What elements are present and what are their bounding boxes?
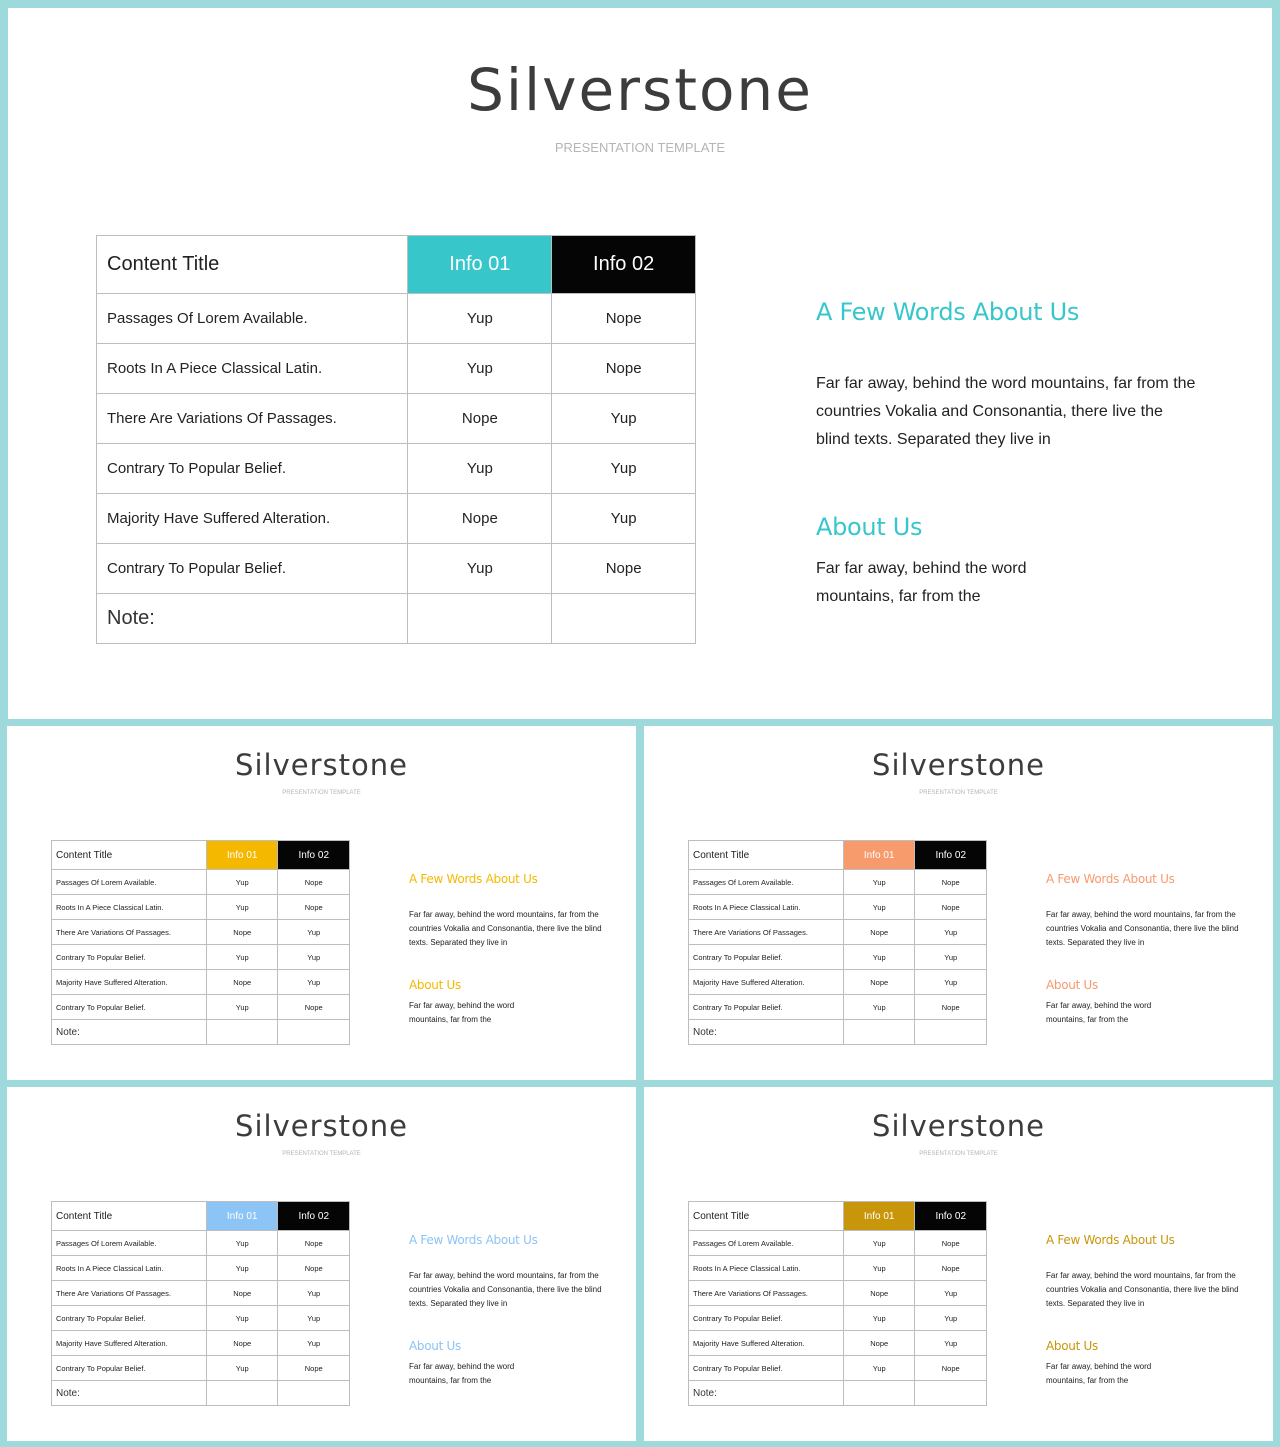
row-info-02: Yup xyxy=(915,970,987,995)
row-label: Contrary To Popular Belief. xyxy=(689,995,844,1020)
slide-subtitle: PRESENTATION TEMPLATE xyxy=(282,1151,361,1157)
heading-about-us: About Us xyxy=(1046,978,1098,992)
paragraph-few-words: Far far away, behind the word mountains, far from the countries Vokalia and Consonantia, there live the blind texts. Separated they live in xyxy=(1046,1271,1239,1308)
table-row xyxy=(52,1331,350,1356)
heading-few-words: A Few Words About Us xyxy=(409,1233,538,1247)
row-label: Contrary To Popular Belief. xyxy=(689,1356,844,1381)
header-content-title: Content Title xyxy=(52,1202,207,1231)
note-cell-empty xyxy=(552,594,696,644)
paragraph-about-us: Far far away, behind the word mountains, far from the xyxy=(1046,1362,1152,1385)
row-label: There Are Variations Of Passages. xyxy=(689,920,844,945)
row-info-02: Yup xyxy=(915,1281,987,1306)
row-info-02: Yup xyxy=(915,945,987,970)
table-row xyxy=(689,1231,987,1256)
row-label: Contrary To Popular Belief. xyxy=(97,444,408,494)
slide-thumbnail-blue[interactable] xyxy=(7,1087,636,1441)
row-label: Contrary To Popular Belief. xyxy=(52,945,207,970)
row-info-02: Yup xyxy=(915,920,987,945)
table-header-row xyxy=(97,236,696,294)
table-row xyxy=(689,1356,987,1381)
row-info-01: Nope xyxy=(843,1281,915,1306)
row-info-01: Nope xyxy=(843,920,915,945)
row-info-02: Yup xyxy=(278,970,350,995)
heading-few-words: A Few Words About Us xyxy=(816,298,1080,326)
table-row xyxy=(52,970,350,995)
heading-about-us: About Us xyxy=(409,1339,461,1353)
comparison-table xyxy=(688,1201,987,1406)
row-label: Contrary To Popular Belief. xyxy=(689,945,844,970)
row-label: Contrary To Popular Belief. xyxy=(52,1356,207,1381)
row-label: Contrary To Popular Belief. xyxy=(52,995,207,1020)
header-info-01: Info 01 xyxy=(408,236,552,294)
row-label: Majority Have Suffered Alteration. xyxy=(689,1331,844,1356)
row-info-02: Nope xyxy=(552,544,696,594)
slide-title: Silverstone xyxy=(872,1109,1045,1143)
row-info-01: Yup xyxy=(206,995,278,1020)
row-info-02: Nope xyxy=(278,1256,350,1281)
table-note-row xyxy=(52,1020,350,1045)
row-info-02: Yup xyxy=(278,920,350,945)
row-info-02: Yup xyxy=(278,1281,350,1306)
row-label: Roots In A Piece Classical Latin. xyxy=(97,344,408,394)
row-info-01: Yup xyxy=(408,344,552,394)
slide-subtitle: PRESENTATION TEMPLATE xyxy=(919,790,998,796)
row-info-01: Yup xyxy=(843,1306,915,1331)
paragraph-about-us: Far far away, behind the word mountains, far from the xyxy=(409,1362,515,1385)
row-label: Passages Of Lorem Available. xyxy=(689,870,844,895)
note-cell-empty xyxy=(915,1381,987,1406)
header-content-title: Content Title xyxy=(689,841,844,870)
row-info-02: Nope xyxy=(915,1256,987,1281)
table-row xyxy=(689,1256,987,1281)
row-info-02: Yup xyxy=(915,1306,987,1331)
slide-thumbnail-gold[interactable] xyxy=(644,1087,1273,1441)
row-info-01: Nope xyxy=(408,494,552,544)
table-row xyxy=(52,870,350,895)
slide-title: Silverstone xyxy=(467,56,813,124)
row-info-02: Nope xyxy=(278,995,350,1020)
row-info-01: Yup xyxy=(206,895,278,920)
row-info-02: Nope xyxy=(915,870,987,895)
row-info-01: Nope xyxy=(206,970,278,995)
table-row xyxy=(97,344,696,394)
row-info-01: Yup xyxy=(843,1231,915,1256)
row-label: Majority Have Suffered Alteration. xyxy=(689,970,844,995)
heading-few-words: A Few Words About Us xyxy=(1046,1233,1175,1247)
comparison-table xyxy=(688,840,987,1045)
row-info-01: Yup xyxy=(843,995,915,1020)
note-label: Note: xyxy=(52,1020,207,1045)
note-cell-empty xyxy=(843,1020,915,1045)
note-cell-empty xyxy=(206,1381,278,1406)
note-cell-empty xyxy=(915,1020,987,1045)
table-row xyxy=(689,970,987,995)
table-row xyxy=(52,1231,350,1256)
row-info-01: Yup xyxy=(408,294,552,344)
note-label: Note: xyxy=(689,1381,844,1406)
heading-few-words: A Few Words About Us xyxy=(1046,872,1175,886)
header-info-02: Info 02 xyxy=(278,1202,350,1231)
header-info-02: Info 02 xyxy=(915,841,987,870)
row-info-02: Nope xyxy=(915,1356,987,1381)
row-label: There Are Variations Of Passages. xyxy=(97,394,408,444)
row-info-01: Nope xyxy=(206,920,278,945)
row-info-02: Yup xyxy=(552,394,696,444)
note-cell-empty xyxy=(843,1381,915,1406)
row-label: Passages Of Lorem Available. xyxy=(97,294,408,344)
table-row xyxy=(689,870,987,895)
header-info-02: Info 02 xyxy=(552,236,696,294)
table-row xyxy=(689,1331,987,1356)
row-info-02: Yup xyxy=(278,1306,350,1331)
header-info-02: Info 02 xyxy=(915,1202,987,1231)
row-info-02: Yup xyxy=(915,1331,987,1356)
row-label: Passages Of Lorem Available. xyxy=(52,870,207,895)
paragraph-about-us: Far far away, behind the word mountains, far from the xyxy=(409,1001,515,1024)
row-label: Majority Have Suffered Alteration. xyxy=(52,970,207,995)
header-info-01: Info 01 xyxy=(206,1202,278,1231)
table-header-row xyxy=(52,1202,350,1231)
table-row xyxy=(97,444,696,494)
note-label: Note: xyxy=(689,1020,844,1045)
table-row xyxy=(689,1306,987,1331)
header-content-title: Content Title xyxy=(689,1202,844,1231)
row-info-02: Nope xyxy=(915,895,987,920)
row-label: Roots In A Piece Classical Latin. xyxy=(52,895,207,920)
table-row xyxy=(52,1256,350,1281)
table-header-row xyxy=(689,1202,987,1231)
row-info-01: Yup xyxy=(843,1256,915,1281)
table-row xyxy=(97,294,696,344)
note-cell-empty xyxy=(206,1020,278,1045)
row-label: Majority Have Suffered Alteration. xyxy=(52,1331,207,1356)
row-info-01: Yup xyxy=(206,945,278,970)
row-label: Contrary To Popular Belief. xyxy=(52,1306,207,1331)
paragraph-few-words: Far far away, behind the word mountains, far from the countries Vokalia and Consonantia, there live the blind texts. Separated they live in xyxy=(1046,910,1239,947)
row-info-01: Yup xyxy=(206,1256,278,1281)
table-row xyxy=(97,394,696,444)
row-info-02: Nope xyxy=(278,1356,350,1381)
header-info-01: Info 01 xyxy=(843,1202,915,1231)
slide-thumbnail-orange[interactable] xyxy=(644,726,1273,1080)
row-info-01: Yup xyxy=(843,895,915,920)
table-note-row xyxy=(97,594,696,644)
paragraph-few-words: Far far away, behind the word mountains, far from the countries Vokalia and Consonantia, there live the blind texts. Separated they live in xyxy=(409,1271,602,1308)
slide-thumbnail-yellow[interactable] xyxy=(7,726,636,1080)
note-cell-empty xyxy=(408,594,552,644)
table-row xyxy=(97,494,696,544)
row-info-01: Yup xyxy=(843,945,915,970)
row-label: Majority Have Suffered Alteration. xyxy=(97,494,408,544)
slide-main[interactable] xyxy=(8,8,1272,719)
header-content-title: Content Title xyxy=(52,841,207,870)
table-row xyxy=(52,920,350,945)
header-info-02: Info 02 xyxy=(278,841,350,870)
row-info-02: Yup xyxy=(552,444,696,494)
row-label: There Are Variations Of Passages. xyxy=(689,1281,844,1306)
table-row xyxy=(97,544,696,594)
table-row xyxy=(689,945,987,970)
heading-few-words: A Few Words About Us xyxy=(409,872,538,886)
row-info-02: Nope xyxy=(915,1231,987,1256)
row-info-01: Yup xyxy=(206,1231,278,1256)
row-info-01: Nope xyxy=(843,970,915,995)
header-content-title: Content Title xyxy=(97,236,408,294)
slide-title: Silverstone xyxy=(235,748,408,782)
paragraph-few-words: Far far away, behind the word mountains, far from the countries Vokalia and Consonantia, there live the blind texts. Separated they live in xyxy=(816,375,1196,448)
row-label: There Are Variations Of Passages. xyxy=(52,920,207,945)
row-label: Roots In A Piece Classical Latin. xyxy=(52,1256,207,1281)
row-info-01: Yup xyxy=(206,870,278,895)
row-label: Passages Of Lorem Available. xyxy=(689,1231,844,1256)
table-row xyxy=(689,1281,987,1306)
row-info-02: Nope xyxy=(552,344,696,394)
table-row xyxy=(689,920,987,945)
comparison-table xyxy=(96,235,696,644)
note-label: Note: xyxy=(97,594,408,644)
comparison-table xyxy=(51,840,350,1045)
header-info-01: Info 01 xyxy=(206,841,278,870)
table-note-row xyxy=(689,1020,987,1045)
paragraph-about-us: Far far away, behind the word mountains, far from the xyxy=(816,560,1027,605)
table-header-row xyxy=(52,841,350,870)
row-info-02: Yup xyxy=(552,494,696,544)
slide-subtitle: PRESENTATION TEMPLATE xyxy=(919,1151,998,1157)
row-info-01: Yup xyxy=(408,444,552,494)
table-row xyxy=(52,1281,350,1306)
table-row xyxy=(689,995,987,1020)
comparison-table xyxy=(51,1201,350,1406)
table-note-row xyxy=(689,1381,987,1406)
heading-about-us: About Us xyxy=(1046,1339,1098,1353)
row-info-01: Yup xyxy=(843,1356,915,1381)
row-info-02: Nope xyxy=(278,870,350,895)
table-row xyxy=(52,1306,350,1331)
row-label: There Are Variations Of Passages. xyxy=(52,1281,207,1306)
heading-about-us: About Us xyxy=(409,978,461,992)
table-note-row xyxy=(52,1381,350,1406)
row-info-02: Yup xyxy=(278,1331,350,1356)
row-info-01: Nope xyxy=(843,1331,915,1356)
row-info-02: Yup xyxy=(278,945,350,970)
row-label: Roots In A Piece Classical Latin. xyxy=(689,895,844,920)
row-label: Roots In A Piece Classical Latin. xyxy=(689,1256,844,1281)
table-row xyxy=(52,1356,350,1381)
row-label: Contrary To Popular Belief. xyxy=(97,544,408,594)
slide-title: Silverstone xyxy=(235,1109,408,1143)
row-info-01: Yup xyxy=(408,544,552,594)
table-header-row xyxy=(689,841,987,870)
row-info-01: Nope xyxy=(206,1281,278,1306)
row-info-01: Yup xyxy=(206,1356,278,1381)
row-info-01: Nope xyxy=(206,1331,278,1356)
row-info-01: Yup xyxy=(206,1306,278,1331)
table-row xyxy=(689,895,987,920)
table-row xyxy=(52,995,350,1020)
slide-subtitle: PRESENTATION TEMPLATE xyxy=(282,790,361,796)
paragraph-about-us: Far far away, behind the word mountains, far from the xyxy=(1046,1001,1152,1024)
slide-title: Silverstone xyxy=(872,748,1045,782)
note-cell-empty xyxy=(278,1381,350,1406)
row-info-02: Nope xyxy=(278,1231,350,1256)
row-info-02: Nope xyxy=(278,895,350,920)
row-label: Contrary To Popular Belief. xyxy=(689,1306,844,1331)
note-cell-empty xyxy=(278,1020,350,1045)
header-info-01: Info 01 xyxy=(843,841,915,870)
table-row xyxy=(52,895,350,920)
table-row xyxy=(52,945,350,970)
note-label: Note: xyxy=(52,1381,207,1406)
row-label: Passages Of Lorem Available. xyxy=(52,1231,207,1256)
row-info-01: Nope xyxy=(408,394,552,444)
row-info-01: Yup xyxy=(843,870,915,895)
row-info-02: Nope xyxy=(552,294,696,344)
heading-about-us: About Us xyxy=(816,513,923,541)
row-info-02: Nope xyxy=(915,995,987,1020)
paragraph-few-words: Far far away, behind the word mountains, far from the countries Vokalia and Consonantia, there live the blind texts. Separated they live in xyxy=(409,910,602,947)
slide-subtitle: PRESENTATION TEMPLATE xyxy=(554,140,726,155)
